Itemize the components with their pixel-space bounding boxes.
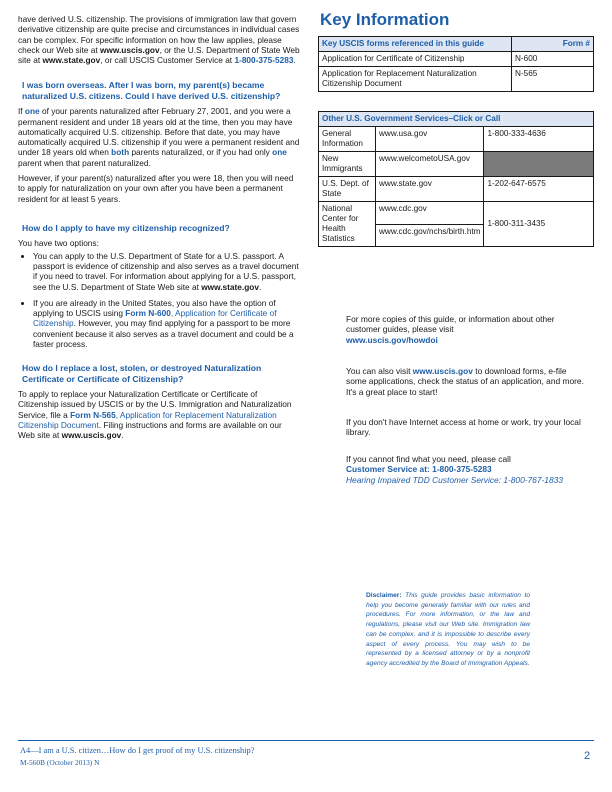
visit-block: You can also visit www.uscis.gov to download forms, e-file some applications, check the status of an application, and more. It's a great place to start! [346, 366, 584, 397]
usa-gov-link[interactable]: www.usa.gov [376, 127, 484, 152]
table-row: Application for Certificate of Citizenship N-600 [319, 52, 594, 67]
list-item: • You can apply to the U.S. Department of State for a U.S. passport. A passport is evidence of citizenship and also serves as a travel document if you need to travel. For information about applying for a U.S. passport, see the U.S. Department of State Web site at www.state.gov. [33, 251, 300, 292]
key-information-title: Key Information [320, 10, 450, 29]
table-header-row [319, 112, 594, 127]
table-header-row [319, 37, 594, 52]
state-gov-link[interactable]: www.state.gov [376, 177, 484, 202]
intro-paragraph: have derived U.S. citizenship. The provisions of immigration law that govern derivative citizenship are quite precise and circumstances in individual cases can be complex. For specific information on how the law applies, please check our Web site at www.uscis.gov, or the U.S. Department of State Web site at www.state.gov, or call USCIS Customer Service at 1-800-375-5283. [18, 14, 300, 66]
gov-services-header: Other U.S. Government Services–Click or Call [319, 112, 594, 127]
uscis-link[interactable]: www.uscis.gov [412, 366, 473, 376]
options-list [18, 251, 300, 350]
left-column [18, 14, 300, 446]
footer-title: A4—I am a U.S. citizen…How do I get proof of my U.S. citizenship? [20, 746, 255, 755]
howdoi-link[interactable]: www.uscis.gov/howdoi [346, 334, 438, 345]
form-n600-link[interactable]: Form N-600 [125, 308, 171, 319]
form-number-header: Form # [512, 37, 594, 52]
more-copies-block: For more copies of this guide, or information about other customer guides, please visit www.uscis.gov/howdoi [346, 314, 555, 345]
table-row: Application for Replacement Naturalization Citizenship Document N-565 [319, 67, 594, 92]
cdc-nchs-link[interactable]: www.cdc.gov/nchs/birth.htm [376, 224, 484, 247]
derived-citizenship-paragraph: If one of your parents naturalized after February 27, 2001, and you were a permanent resident and under 18 years old at the time, then you may have automatically acquired U.S. citizenship. Before that date, you may have automatically acquired U.S. citizenship if you were a permanent resident and under 18 years old when both parents naturalized, or if you had only one parent when that parent naturalized. [18, 106, 300, 168]
library-block: If you don't have Internet access at home or work, try your local library. [346, 417, 581, 438]
footer-form-id: M-560B (October 2013) N [20, 758, 100, 767]
replace-certificate-paragraph: To apply to replace your Naturalization Certificate or Certificate of Citizenship issued by USCIS or by the U.S. Immigration and Naturalization Service, file a Form N-565, Application for Replacement Naturalization Citizenship Document. Filing instructions and forms are available on our Web site at www.uscis.gov. [18, 389, 292, 441]
cdc-gov-link[interactable]: www.cdc.gov [376, 202, 484, 225]
table-row: National Center for Health Statistics www.cdc.gov 1-800-311-3435 [319, 202, 594, 225]
page-number: 2 [584, 750, 591, 762]
customer-service-block: If you cannot find what you need, please call Customer Service at: 1-800-375-5283 Hearing Impaired TDD Customer Service: 1-800-767-1833 [346, 454, 563, 485]
gov-services-table [318, 111, 594, 247]
table-row: New Immigrants www.welcometoUSA.gov [319, 152, 594, 177]
tdd-phone: Hearing Impaired TDD Customer Service: 1-800-767-1833 [346, 474, 563, 485]
forms-header: Key USCIS forms referenced in this guide [319, 37, 512, 52]
footer-divider [18, 740, 594, 741]
question-derived-citizenship-heading: I was born overseas. After I was born, my parent(s) became naturalized U.S. citizens. Could I have derived U.S. citizenship? [22, 80, 281, 101]
naturalized-after-18-paragraph: However, if your parent(s) naturalized after you were 18, then you will need to apply for naturalization on your own after you have been a permanent resident for at least 5 years. [18, 173, 294, 204]
gov-services-table-wrapper [318, 111, 594, 247]
question-apply-recognition-heading: How do I apply to have my citizenship recognized? [22, 222, 230, 233]
table-row: U.S. Dept. of State www.state.gov 1-202-647-6575 [319, 177, 594, 202]
customer-service-phone: Customer Service at: 1-800-375-5283 [346, 464, 492, 475]
empty-phone-cell [484, 152, 594, 177]
uscis-link[interactable]: www.uscis.gov [99, 44, 160, 55]
state-link[interactable]: www.state.gov [201, 281, 259, 292]
form-n565-link[interactable]: Form N-565 [70, 409, 116, 420]
state-link[interactable]: www.state.gov [42, 55, 101, 66]
forms-table-wrapper [318, 36, 594, 92]
forms-table [318, 36, 594, 92]
customer-service-phone: 1-800-375-5283 [234, 55, 294, 66]
uscis-link[interactable]: www.uscis.gov [61, 430, 122, 441]
list-item: • If you are already in the United States, you also have the option of applying to USCIS using Form N-600, Application for Certificate of Citizenship. However, you may find applying for a passport to be more convenient because it also serves as a travel document and could be a faster process. [33, 298, 300, 349]
disclaimer: Disclaimer: This guide provides basic information to help you become generally familiar with our rules and procedures. For more information, or the law and regulations, please visit our Web site. Immigration law can be complex, and it is impossible to describe every aspect of every process. You may wish to be represented by a licensed attorney or by a nonprofit agency accredited by the Board of Immigration Appeals. [366, 592, 530, 667]
welcome-usa-link[interactable]: www.welcometoUSA.gov [376, 152, 484, 177]
disclaimer-label: Disclaimer: [366, 592, 402, 599]
question-replace-certificate-heading: How do I replace a lost, stolen, or destroyed Naturalization Certificate or Certificate of Citizenship? [22, 363, 262, 384]
options-lead: You have two options: [18, 238, 99, 249]
table-row: General Information www.usa.gov 1-800-333-4636 [319, 127, 594, 152]
